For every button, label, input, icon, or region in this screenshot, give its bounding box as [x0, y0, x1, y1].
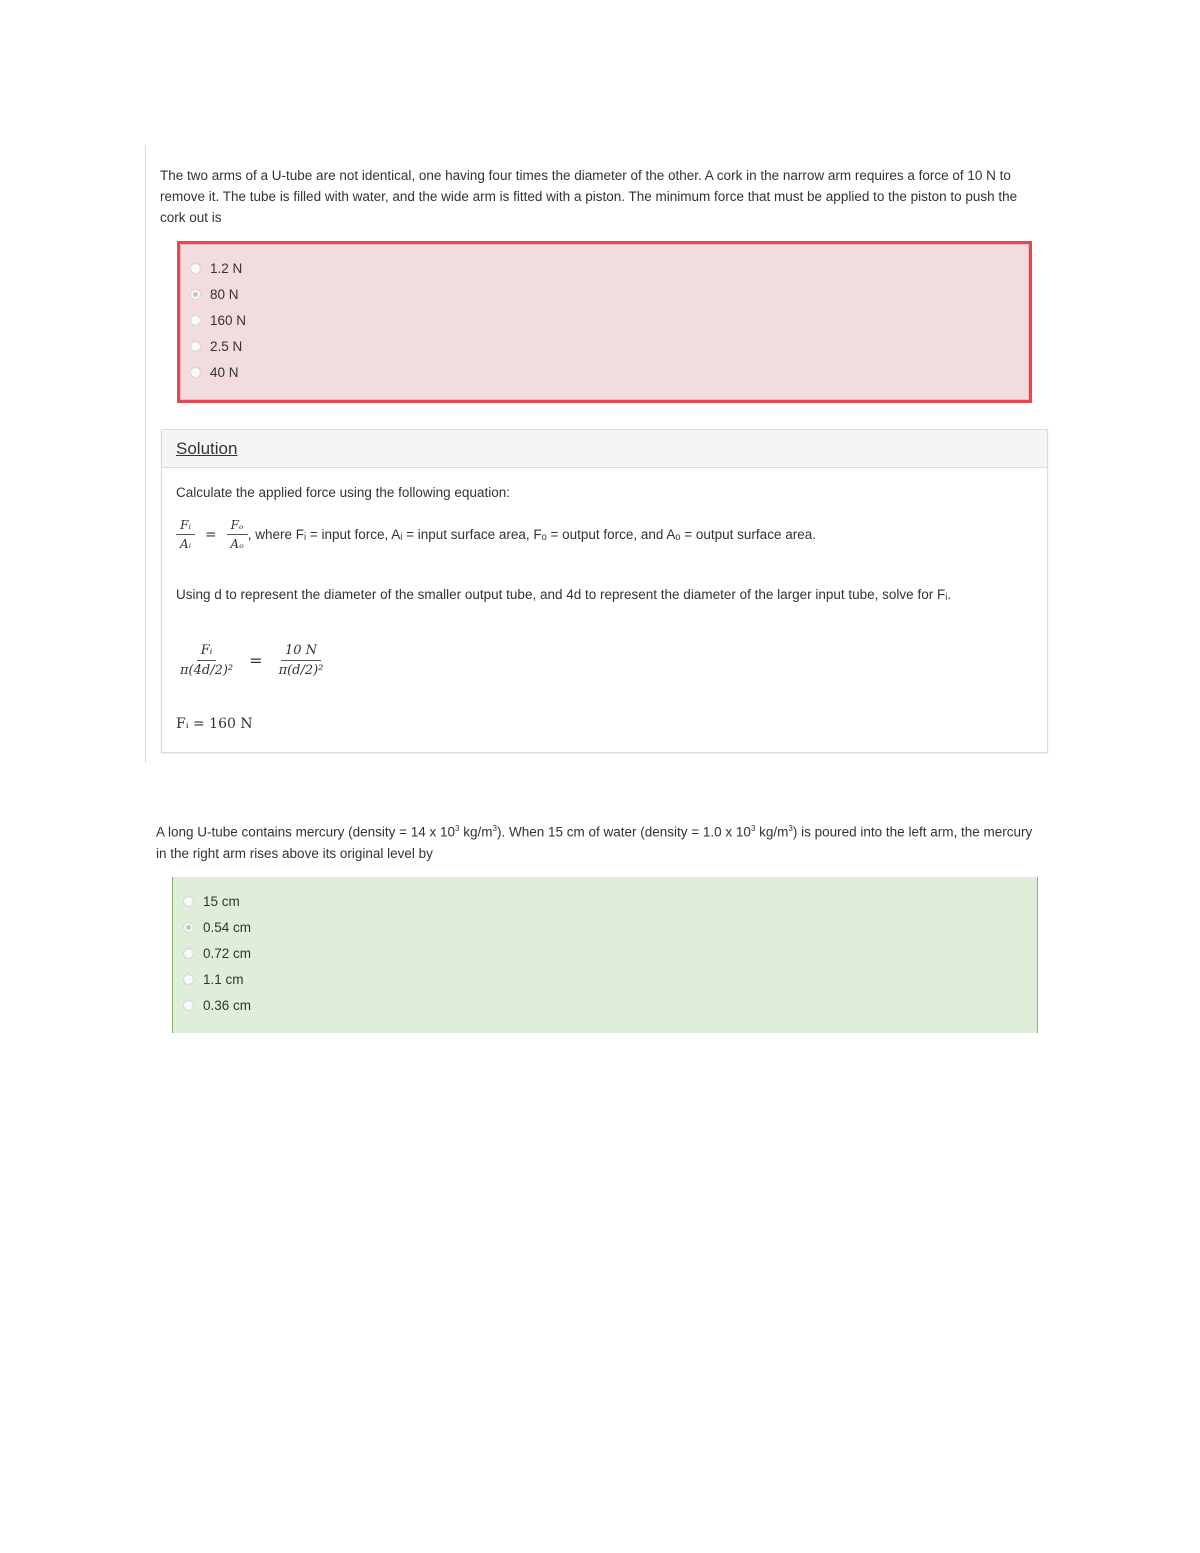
option-label: 40 N — [210, 364, 239, 380]
equation-substitution: $\frac{\text{Fᵢ}}{\text{π(4d/2)²}}$ = $\frac{10 N}{\text{π(d/2)²}}$ — [176, 643, 327, 678]
question-1-options-incorrect — [177, 241, 1032, 403]
option-1-1cm[interactable] — [183, 966, 1037, 992]
option-1-2n[interactable] — [190, 256, 1029, 282]
option-0-36cm[interactable] — [183, 992, 1037, 1018]
radio-unselected-icon[interactable] — [183, 974, 194, 985]
option-label: 0.54 cm — [203, 920, 252, 936]
option-label: 0.72 cm — [203, 945, 252, 961]
solution-panel — [161, 429, 1048, 753]
option-15cm[interactable] — [183, 889, 1037, 915]
fraction-output-area: $\frac{10 N}{\text{π(d/2)²}}$ — [278, 643, 324, 678]
option-label: 1.2 N — [210, 261, 243, 277]
fraction-output: $\frac{\text{Fₒ}}{\text{Aₒ}}$ — [226, 518, 247, 551]
solution-intro: Calculate the applied force using the following equation: — [176, 485, 510, 500]
solution-explanation: Using d to represent the diameter of the smaller output tube, and 4d to represent the diameter of the larger input tube, solve for Fᵢ. — [176, 587, 952, 602]
question-2-text: A long U-tube contains mercury (density = 14 x $10^3$ $kg/m^3$). When 15 cm of water (density = 1.0 x $10^3$ $kg/m^3$) is poured into the left arm, the mercury in the right arm rises above its original level by — [156, 824, 1033, 861]
radio-unselected-icon[interactable] — [190, 341, 201, 352]
solution-header[interactable] — [162, 430, 1047, 468]
option-label: 1.1 cm — [203, 971, 244, 987]
option-0-54cm[interactable] — [183, 915, 1037, 941]
option-label: 160 N — [210, 312, 247, 328]
fraction-input-area: $\frac{\text{Fᵢ}}{\text{π(4d/2)²}}$ — [180, 643, 234, 678]
option-label: 0.36 cm — [203, 997, 252, 1013]
option-2-5n[interactable] — [190, 333, 1029, 359]
radio-unselected-icon[interactable] — [183, 896, 194, 907]
option-label: 2.5 N — [210, 338, 243, 354]
radio-selected-icon[interactable] — [183, 922, 194, 933]
question-1-text: The two arms of a U-tube are not identical, one having four times the diameter of the other. A cork in the narrow arm requires a force of 10 N to remove it. The tube is filled with water, and the wide arm is fitted with a piston. The minimum force that must be applied to the piston to push the cork out is — [160, 168, 1018, 225]
solution-result: Fᵢ = 160 N — [176, 716, 253, 732]
option-label: 15 cm — [203, 894, 240, 910]
radio-selected-icon[interactable] — [190, 289, 201, 300]
fraction-input: $\frac{\text{Fᵢ}}{\text{Aᵢ}}$ — [176, 518, 195, 551]
radio-unselected-icon[interactable] — [190, 263, 201, 274]
question-1-block — [145, 145, 1051, 763]
radio-unselected-icon[interactable] — [183, 948, 194, 959]
option-80n[interactable] — [190, 282, 1029, 308]
option-label: 80 N — [210, 287, 239, 303]
option-160n[interactable] — [190, 308, 1029, 334]
radio-unselected-icon[interactable] — [183, 1000, 194, 1011]
option-40n[interactable] — [190, 359, 1029, 385]
option-0-72cm[interactable] — [183, 941, 1037, 967]
question-2-options-correct — [172, 877, 1038, 1033]
radio-unselected-icon[interactable] — [190, 367, 201, 378]
radio-unselected-icon[interactable] — [190, 315, 201, 326]
solution-title[interactable]: Solution — [176, 438, 238, 458]
equation-pressure: $\frac{\text{Fᵢ}}{\text{Aᵢ}}$ = $\frac{\text{Fₒ}}{\text{Aₒ}}$ , where Fᵢ = input force, Aᵢ = input surface area, Fₒ = output force, and Aₒ = output surface area. — [176, 518, 816, 551]
equation-definitions: , where Fᵢ = input force, Aᵢ = input surface area, Fₒ = output force, and Aₒ = output surface area. — [247, 527, 816, 542]
